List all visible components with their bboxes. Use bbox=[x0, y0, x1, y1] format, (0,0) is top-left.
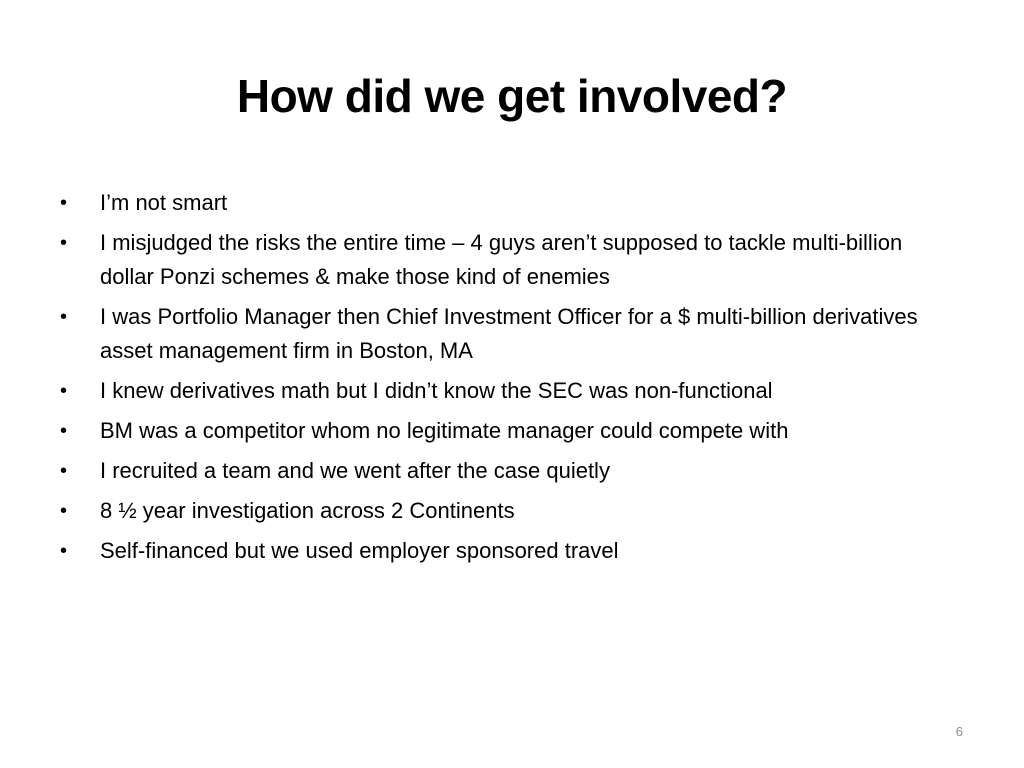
bullet-dot-icon: • bbox=[60, 540, 68, 562]
bullet-dot-icon: • bbox=[60, 232, 68, 254]
bullet-item bbox=[60, 534, 960, 568]
bullet-list bbox=[60, 186, 960, 574]
bullet-text: I’m not smart bbox=[100, 190, 228, 215]
bullet-item bbox=[60, 226, 960, 294]
bullet-dot-icon: • bbox=[60, 192, 68, 214]
bullet-dot-icon: • bbox=[60, 460, 68, 482]
bullet-item bbox=[60, 414, 960, 448]
bullet-text: Self-financed but we used employer sponsored travel bbox=[100, 538, 619, 563]
bullet-text: I recruited a team and we went after the case quietly bbox=[100, 458, 610, 483]
bullet-item bbox=[60, 494, 960, 528]
bullet-dot-icon: • bbox=[60, 500, 68, 522]
bullet-text: I knew derivatives math but I didn’t know the SEC was non-functional bbox=[100, 378, 773, 403]
page-number: 6 bbox=[955, 724, 963, 739]
bullet-text: I was Portfolio Manager then Chief Investment Officer for a $ multi-billion derivatives asset management firm in Boston, MA bbox=[100, 304, 918, 363]
slide-title: How did we get involved? bbox=[236, 70, 788, 122]
bullet-dot-icon: • bbox=[60, 380, 68, 402]
bullet-item bbox=[60, 454, 960, 488]
bullet-item bbox=[60, 300, 960, 368]
bullet-item bbox=[60, 374, 960, 408]
bullet-text: 8 ½ year investigation across 2 Continents bbox=[100, 498, 515, 523]
bullet-text: BM was a competitor whom no legitimate manager could compete with bbox=[100, 418, 789, 443]
bullet-dot-icon: • bbox=[60, 420, 68, 442]
bullet-text: I misjudged the risks the entire time – 4 guys aren’t supposed to tackle multi-billion dollar Ponzi schemes & make those kind of enemies bbox=[100, 230, 903, 289]
bullet-item bbox=[60, 186, 960, 220]
bullet-dot-icon: • bbox=[60, 306, 68, 328]
